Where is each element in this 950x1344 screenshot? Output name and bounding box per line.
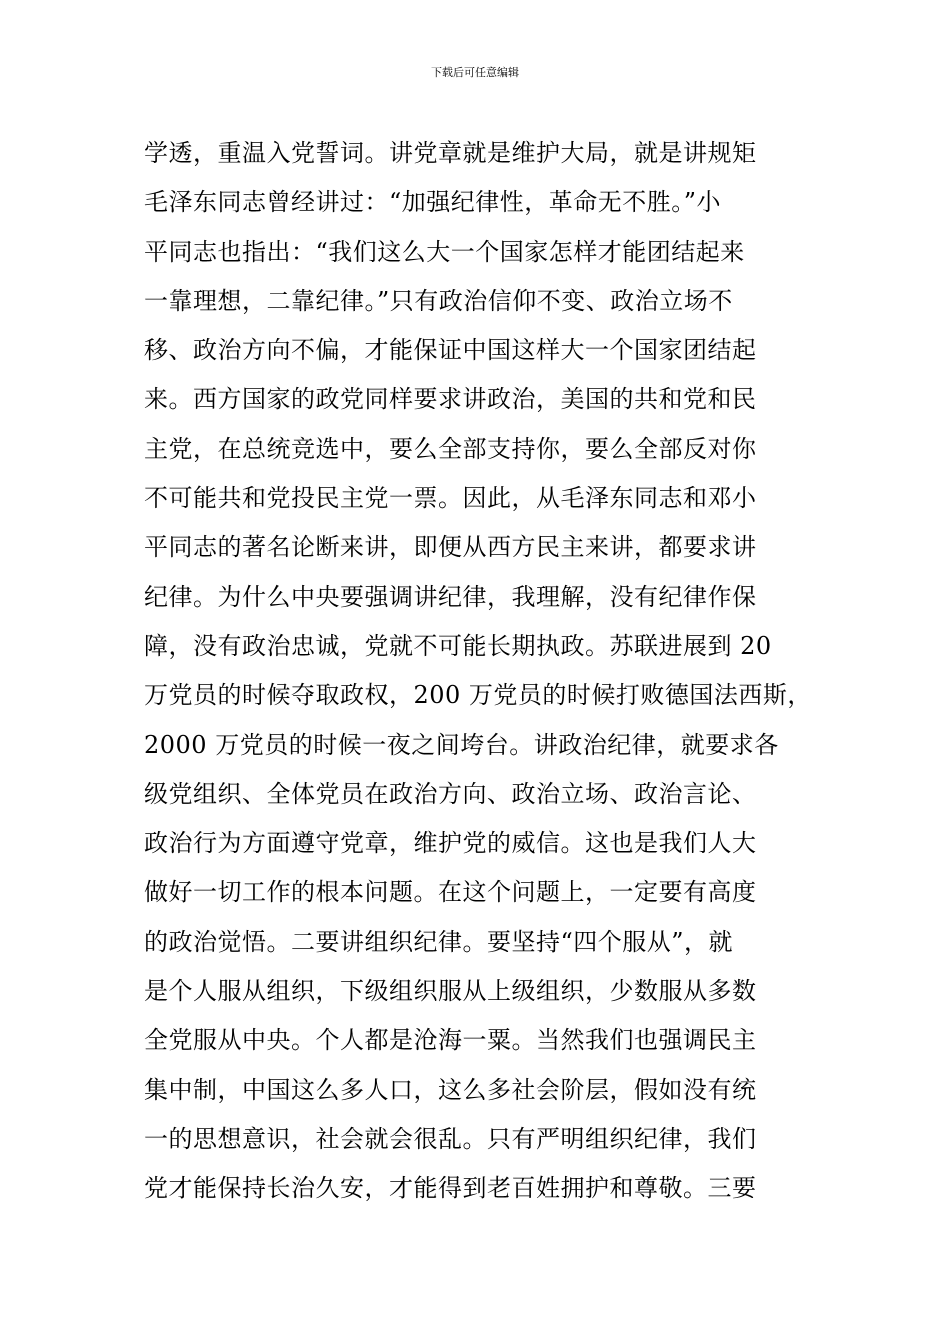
text-line: 党才能保持长治久安，才能得到老百姓拥护和尊敬。三要 bbox=[144, 1174, 757, 1203]
text-line: 来。西方国家的政党同样要求讲政治，美国的共和党和民 bbox=[144, 385, 757, 414]
text-line: 学透，重温入党誓词。讲党章就是维护大局，就是讲规矩 bbox=[144, 139, 757, 167]
text-line: 平同志的著名论断来讲，即便从西方民主来讲，都要求讲 bbox=[144, 533, 757, 562]
text-line: 万党员的时候夺取政权，200 万党员的时候打败德国法西斯， bbox=[144, 681, 812, 710]
page-header: 下载后可任意编辑 bbox=[431, 66, 519, 79]
text-line: 一的思想意识，社会就会很乱。只有严明组织纪律，我们 bbox=[144, 1124, 757, 1153]
text-line: 毛泽东同志曾经讲过：“加强纪律性，革命无不胜。”小 bbox=[144, 188, 722, 217]
text-line: 的政治觉悟。二要讲组织纪律。要坚持“四个服从”，就 bbox=[144, 927, 734, 956]
text-line: 级党组织、全体党员在政治方向、政治立场、政治言论、 bbox=[144, 779, 757, 808]
text-line: 纪律。为什么中央要强调讲纪律，我理解，没有纪律作保 bbox=[144, 582, 757, 611]
text-line: 做好一切工作的根本问题。在这个问题上，一定要有高度 bbox=[144, 878, 757, 907]
text-line: 障，没有政治忠诚，党就不可能长期执政。苏联进展到 20 bbox=[144, 631, 772, 660]
text-line: 平同志也指出：“我们这么大一个国家怎样才能团结起来 bbox=[144, 237, 745, 266]
body-text bbox=[144, 129, 824, 1214]
text-line: 移、政治方向不偏，才能保证中国这样大一个国家团结起 bbox=[144, 336, 757, 365]
text-line: 主党，在总统竞选中，要么全部支持你，要么全部反对你 bbox=[144, 434, 757, 463]
text-line: 集中制，中国这么多人口，这么多社会阶层，假如没有统 bbox=[144, 1075, 757, 1104]
text-line: 一靠理想，二靠纪律。”只有政治信仰不变、政治立场不 bbox=[144, 286, 733, 315]
text-line: 是个人服从组织，下级组织服从上级组织，少数服从多数 bbox=[144, 977, 757, 1006]
text-line: 全党服从中央。个人都是沧海一粟。当然我们也强调民主 bbox=[144, 1026, 757, 1055]
text-line: 2000 万党员的时候一夜之间垮台。讲政治纪律，就要求各 bbox=[144, 730, 779, 759]
text-line: 不可能共和党投民主党一票。因此，从毛泽东同志和邓小 bbox=[144, 484, 757, 513]
text-line: 政治行为方面遵守党章，维护党的威信。这也是我们人大 bbox=[144, 829, 757, 858]
